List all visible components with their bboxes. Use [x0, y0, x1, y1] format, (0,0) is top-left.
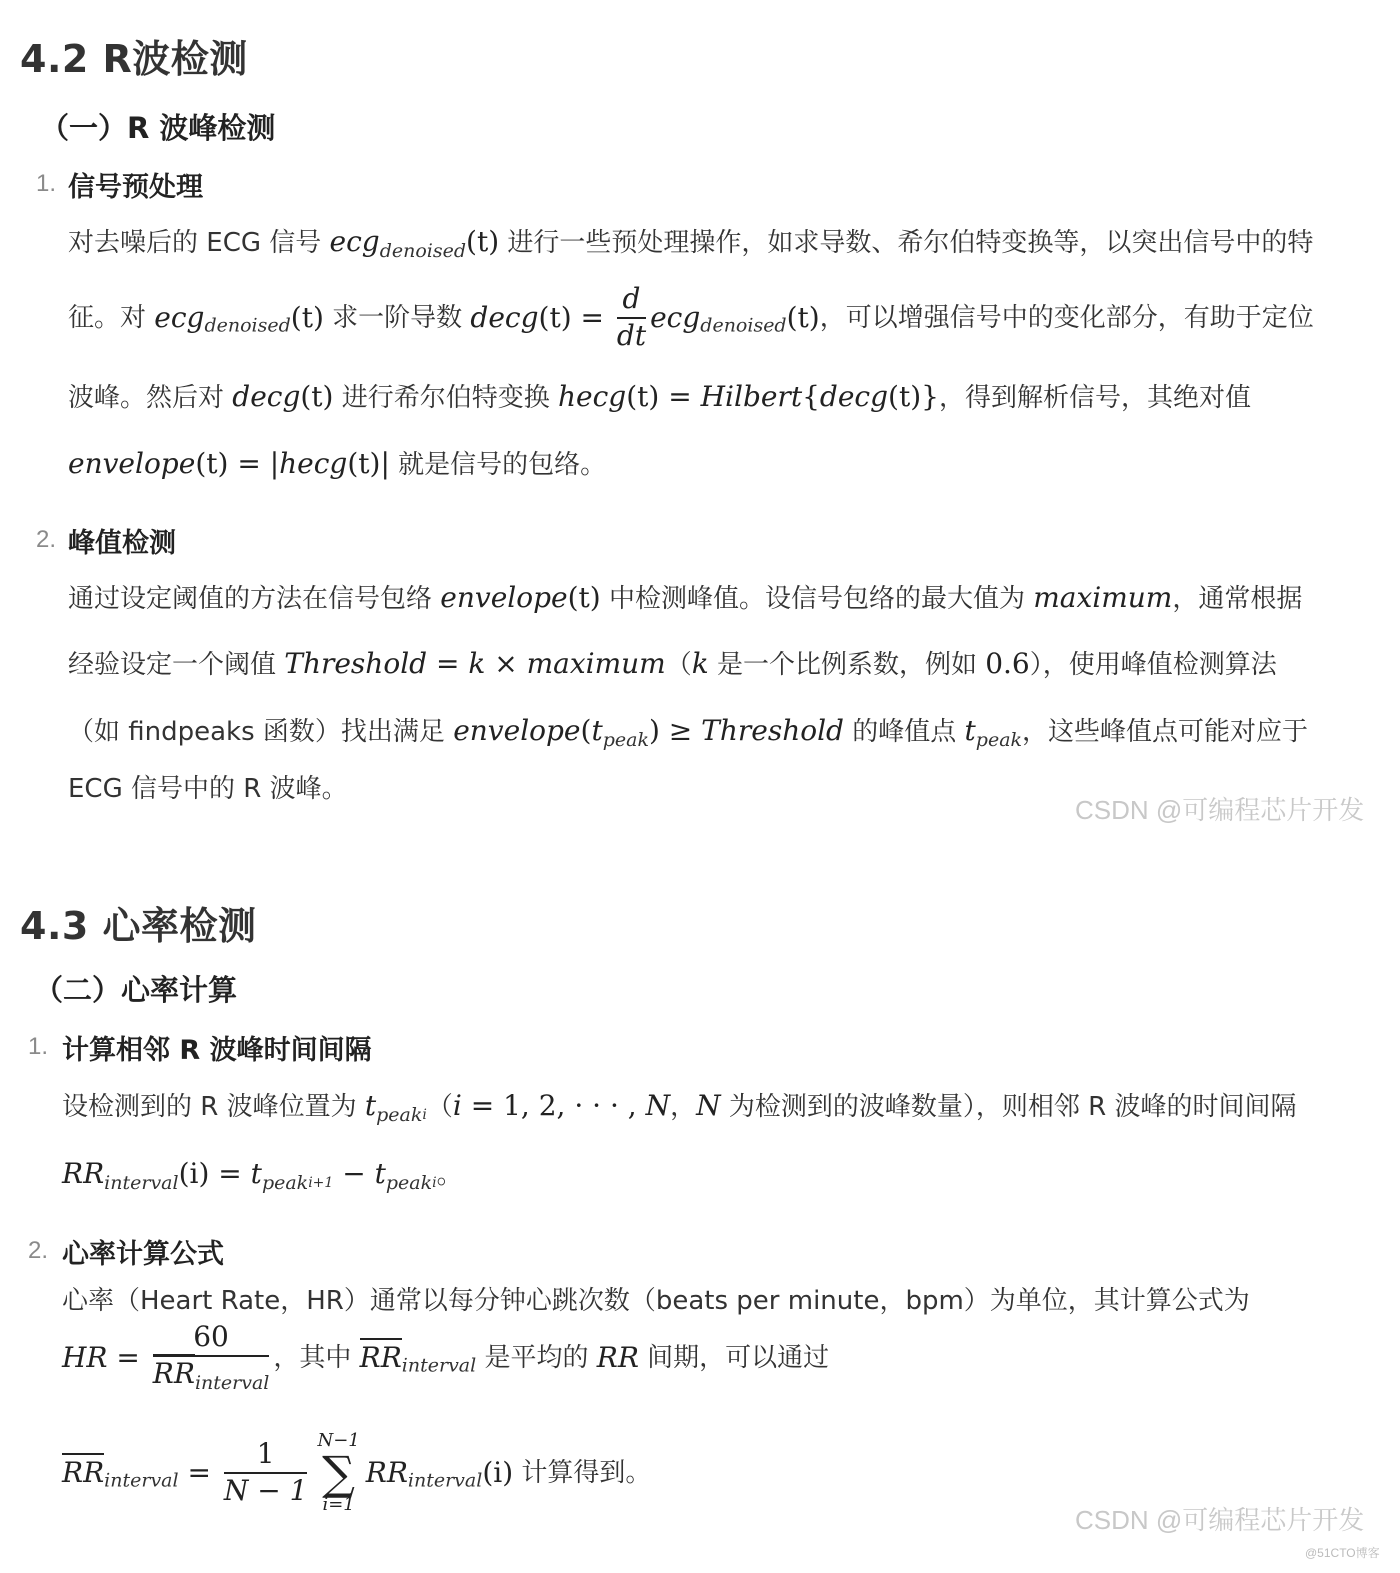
math-i: i	[452, 1089, 462, 1122]
math-hecg: hecg	[558, 380, 627, 413]
text: ，其中	[273, 1342, 360, 1373]
math-fraction	[153, 1322, 270, 1394]
math-hecg: hecg	[279, 447, 348, 480]
math-decg: decg	[470, 300, 539, 334]
paragraph-line	[68, 714, 1309, 751]
math-brace: {	[802, 380, 820, 413]
list-number: 2.	[36, 526, 57, 553]
paragraph-line	[68, 647, 1277, 680]
math-ecg: ecg	[329, 225, 380, 258]
math-t: t	[364, 1089, 377, 1122]
math-sub: peak	[261, 1172, 309, 1194]
math-sub: peak	[376, 1104, 423, 1126]
math-num: 1	[224, 1439, 308, 1474]
watermark: CSDN @可编程芯片开发	[1075, 1505, 1365, 1535]
text: 是一个比例系数，例如	[708, 650, 986, 680]
text: 对去噪后的 ECG 信号	[68, 228, 330, 258]
math-t: t	[964, 714, 976, 747]
math-decg: decg	[232, 380, 301, 413]
math-sum-top: N−1	[317, 1430, 360, 1451]
math-threshold: Threshold	[701, 714, 844, 747]
math-k: k	[468, 647, 486, 680]
math-t: (t)	[466, 225, 500, 258]
math-eq: =	[228, 447, 270, 480]
math-t: (t)	[626, 380, 660, 413]
math-N: N	[645, 1089, 671, 1122]
paragraph-line	[68, 225, 1314, 262]
math-t: (t)	[290, 300, 324, 334]
item-title-rr-interval: 计算相邻 R 波峰时间间隔	[62, 1035, 372, 1066]
paragraph-line	[68, 581, 1303, 614]
math-eq: =	[209, 1157, 251, 1190]
math-subsub: i+1	[308, 1175, 334, 1191]
math-t: (t)	[567, 581, 601, 614]
text: 通过设定阈值的方法在信号包络	[68, 584, 441, 614]
math-envelope: envelope	[68, 447, 196, 480]
math-eq: =	[427, 647, 469, 680]
section-title-r-wave: 4.2 R波检测	[20, 37, 248, 81]
math-sub: peak	[385, 1172, 433, 1194]
math-maximum: maximum	[1033, 581, 1173, 614]
math-abs: |	[269, 447, 280, 480]
paragraph-line	[62, 1089, 1297, 1126]
paragraph-line: ECG 信号中的 R 波峰。	[68, 774, 348, 804]
math-envelope: envelope	[453, 714, 581, 747]
subsection-title-r-peak: （一）R 波峰检测	[40, 111, 276, 145]
math-subsub: i	[422, 1107, 427, 1123]
text: 中检测峰值。设信号包络的最大值为	[600, 584, 1034, 614]
math-sigma: ∑	[322, 1446, 355, 1500]
paragraph-line	[62, 1157, 463, 1194]
math-t: t	[591, 714, 603, 747]
math-sub: denoised	[204, 314, 291, 337]
item-title-hr-formula: 心率计算公式	[62, 1239, 224, 1270]
text: 的峰值点	[843, 717, 965, 747]
math-threshold: Threshold	[284, 647, 428, 680]
math-den: dt	[616, 318, 647, 352]
math-subsub: i	[432, 1175, 437, 1191]
watermark: CSDN @可编程芯片开发	[1075, 795, 1365, 825]
math-hilbert: Hilbert	[700, 380, 803, 413]
math-ecg: ecg	[154, 300, 205, 334]
math-t: (t)	[347, 447, 381, 480]
math-sum	[317, 1432, 359, 1514]
math-t: (t)	[300, 380, 334, 413]
text: 是平均的	[476, 1342, 597, 1373]
math-sub: interval	[194, 1371, 270, 1394]
text: 就是信号的包络。	[389, 450, 607, 480]
text: 波峰。然后对	[68, 383, 233, 413]
math-den	[153, 1357, 270, 1394]
section-title-heart-rate: 4.3 心率检测	[20, 904, 257, 948]
math-eq: =	[178, 1456, 220, 1489]
math-paren: (	[580, 714, 592, 747]
math-sub: interval	[104, 1469, 179, 1492]
list-number: 2.	[28, 1237, 49, 1264]
math-paren-i: (i)	[482, 1456, 514, 1489]
text: 设检测到的 R 波峰位置为	[62, 1092, 365, 1122]
math-N: N	[696, 1089, 721, 1122]
math-sub: interval	[407, 1469, 483, 1492]
math-sub: peak	[602, 729, 649, 751]
math-sum-bottom: i=1	[322, 1494, 355, 1515]
math-den: N − 1	[223, 1474, 308, 1507]
math-maximum: maximum	[526, 647, 666, 680]
math-RR: RR	[365, 1456, 408, 1489]
text: 为检测到的波峰数量），则相邻 R 波峰的时间间隔	[720, 1092, 1297, 1122]
text: ，得到解析信号，其绝对值	[938, 383, 1251, 413]
text: （	[665, 650, 692, 680]
math-sub: denoised	[379, 240, 467, 262]
paragraph-line	[62, 1432, 651, 1514]
text: ），使用峰值检测算法	[1029, 650, 1277, 680]
math-t: t	[374, 1157, 386, 1190]
text: 间期，可以通过	[638, 1342, 830, 1373]
math-eq: =	[659, 380, 701, 413]
math-t: t	[250, 1157, 262, 1190]
math-num: d	[617, 284, 646, 319]
math-brace: }	[921, 380, 939, 413]
paragraph-line	[68, 380, 1251, 413]
list-number: 1.	[28, 1033, 49, 1060]
list-number: 1.	[36, 170, 57, 197]
math-RR: RR	[153, 1354, 195, 1390]
math-value: 0.6	[985, 647, 1030, 680]
text: 征。对	[68, 302, 155, 333]
math-sub: peak	[975, 729, 1023, 751]
text: ，	[670, 1092, 697, 1122]
paragraph-line	[68, 284, 1314, 352]
math-sub: interval	[401, 1354, 477, 1377]
math-fraction	[224, 1439, 308, 1507]
text: 计算得到。	[513, 1458, 652, 1488]
item-title-preprocess: 信号预处理	[68, 172, 203, 203]
math-RR: RR	[62, 1157, 105, 1190]
math-HR: HR	[62, 1340, 108, 1374]
math-fraction	[617, 284, 646, 352]
math-RR: RR	[596, 1340, 639, 1374]
math-minus: −	[333, 1157, 375, 1190]
math-eq: =	[107, 1340, 149, 1374]
math-seq: = 1, 2, · · · ,	[461, 1089, 646, 1122]
text: ，可以增强信号中的变化部分，有助于定位	[819, 302, 1314, 333]
text: （如 findpeaks 函数）找出满足	[68, 717, 454, 747]
math-paren-i: (i)	[178, 1157, 210, 1190]
item-title-peak-detect: 峰值检测	[68, 528, 176, 559]
math-ecg: ecg	[650, 300, 701, 334]
math-sub: denoised	[700, 314, 787, 337]
subsection-title-hr-calc: （二）心率计算	[34, 973, 238, 1007]
math-abs: |	[380, 447, 390, 480]
math-num: 60	[153, 1322, 270, 1357]
math-t: (t)	[786, 300, 820, 334]
text: 求一阶导数	[323, 302, 471, 333]
math-RR: RR	[360, 1338, 402, 1374]
text: ，通常根据	[1172, 584, 1303, 614]
paragraph-line: 心率（Heart Rate，HR）通常以每分钟心跳次数（beats per minute，bpm）为单位，其计算公式为	[62, 1286, 1250, 1316]
math-RR: RR	[62, 1453, 104, 1489]
math-t: (t)	[195, 447, 229, 480]
text: （	[426, 1092, 453, 1122]
math-paren: )	[648, 714, 660, 747]
paragraph-line	[62, 1322, 829, 1394]
math-times: ×	[485, 647, 527, 680]
math-sub: interval	[104, 1172, 179, 1194]
math-decg: decg	[819, 380, 889, 413]
text: 经验设定一个阈值	[68, 650, 285, 680]
math-t: (t)	[538, 300, 572, 334]
paragraph-line	[68, 447, 607, 480]
math-k: k	[691, 647, 709, 680]
text: 进行一些预处理操作，如求导数、希尔伯特变换等，以突出信号中的特	[499, 228, 1314, 258]
text: ，这些峰值点可能对应于	[1022, 717, 1309, 747]
text: 进行希尔伯特变换	[333, 383, 559, 413]
math-ge: ≥	[659, 714, 702, 747]
watermark-small: @51CTO博客	[1305, 1546, 1380, 1560]
text: 。	[436, 1160, 463, 1190]
math-t: (t)	[888, 380, 922, 413]
math-envelope: envelope	[440, 581, 568, 614]
math-eq: =	[571, 300, 613, 334]
